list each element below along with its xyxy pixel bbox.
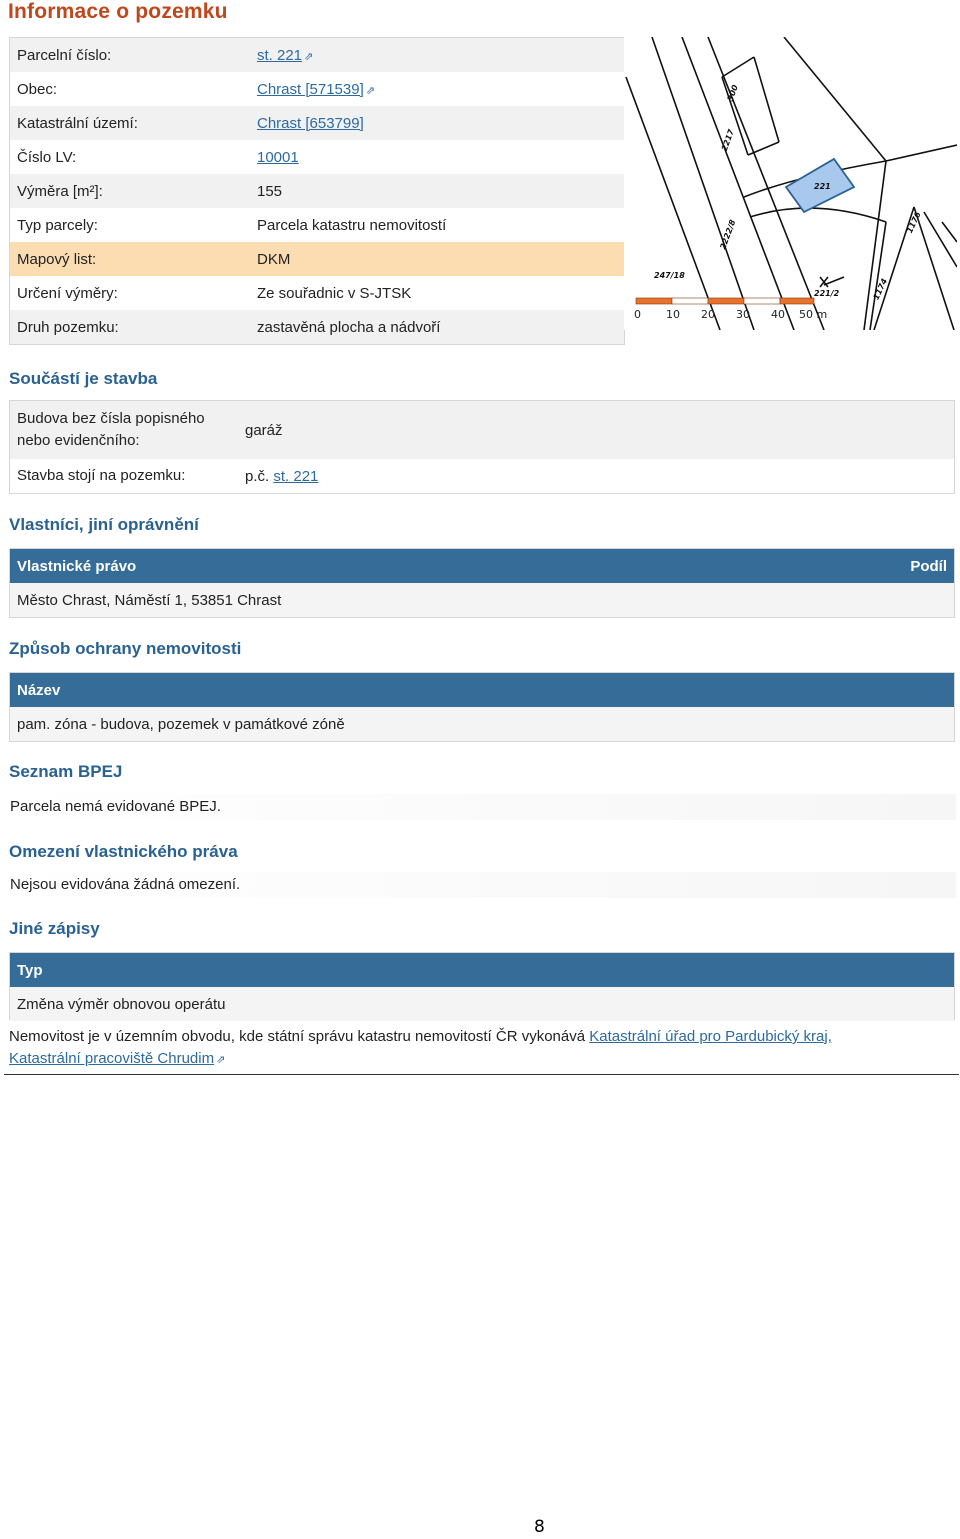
external-link-icon[interactable]: ⇗ xyxy=(304,50,314,63)
column-header-type: Typ xyxy=(17,961,43,979)
office-note xyxy=(9,1026,949,1071)
branch-office-link[interactable]: Katastrální pracoviště Chrudim xyxy=(9,1050,215,1067)
table-row: pam. zóna - budova, pozemek v památkové zóně xyxy=(10,707,954,741)
protection-table-header xyxy=(10,673,954,707)
scale-tick: 20 xyxy=(701,308,715,321)
building-type-value: garáž xyxy=(245,421,283,439)
parcel-row-map-sheet xyxy=(10,242,624,276)
external-link-icon[interactable]: ⇗ xyxy=(216,1054,226,1066)
parcel-label: Typ parcely: xyxy=(17,216,98,234)
parcel-row-type xyxy=(10,208,624,242)
parcel-label: Určení výměry: xyxy=(17,284,118,302)
page-number: 8 xyxy=(534,1517,545,1537)
parcel-label: Číslo LV: xyxy=(17,148,77,166)
parcel-row-cadastral-area xyxy=(10,106,624,140)
office-note-text: Nemovitost je v územním obvodu, kde státní správu katastru nemovitostí ČR vykonává xyxy=(9,1028,590,1045)
section-title-bpej: Seznam BPEJ xyxy=(9,762,123,781)
map-label-1174: 1174 xyxy=(871,277,890,302)
restrictions-text: Nejsou evidována žádná omezení. xyxy=(9,872,956,898)
cadastral-area-link[interactable]: Chrast [653799] xyxy=(257,114,364,132)
parcel-value: 155 xyxy=(257,182,283,200)
section-title-other: Jiné zápisy xyxy=(9,919,100,938)
building-parcel-link[interactable]: st. 221 xyxy=(273,467,319,485)
building-table xyxy=(9,400,955,494)
building-location-label: Stavba stojí na pozemku: xyxy=(17,467,186,484)
parcel-prefix: p.č. xyxy=(245,467,270,485)
parcel-label: Parcelní číslo: xyxy=(17,46,112,64)
map-scale-bar xyxy=(636,298,814,304)
section-title-building: Součástí je stavba xyxy=(9,369,158,388)
building-label-line: nebo evidenčního: xyxy=(17,432,140,449)
building-row-location xyxy=(10,459,954,493)
section-title-restrictions: Omezení vlastnického práva xyxy=(9,842,238,861)
page-title: Informace o pozemku xyxy=(8,0,228,23)
parcel-value: Ze souřadnic v S-JTSK xyxy=(257,284,412,302)
cadastral-map[interactable] xyxy=(624,37,957,330)
column-header-ownership: Vlastnické právo xyxy=(17,557,137,575)
parcel-row-municipality xyxy=(10,72,624,106)
parcel-info-table xyxy=(9,37,625,345)
municipality-link[interactable]: Chrast [571539] xyxy=(257,80,364,98)
map-label-2217: 2217 xyxy=(719,128,736,153)
other-table-header xyxy=(10,953,954,987)
building-row-type xyxy=(10,401,954,459)
external-link-icon[interactable]: ⇗ xyxy=(365,84,375,97)
parcel-label: Druh pozemku: xyxy=(17,318,119,336)
protection-table xyxy=(9,672,955,742)
column-header-share: Podíl xyxy=(910,557,947,575)
parcel-value: DKM xyxy=(257,250,291,268)
map-label-221: 221 xyxy=(814,182,831,191)
map-label-221-2: 221/2 xyxy=(814,289,840,298)
scale-tick: 40 xyxy=(771,308,785,321)
parcel-label: Mapový list: xyxy=(17,250,97,268)
section-title-owners: Vlastníci, jiní oprávnění xyxy=(9,515,199,534)
map-label-247: 247/18 xyxy=(654,271,685,280)
column-header-name: Název xyxy=(17,681,61,699)
parcel-row-number xyxy=(10,38,624,72)
other-table xyxy=(9,952,955,1020)
lv-number-link[interactable]: 10001 xyxy=(257,148,299,166)
section-title-protection: Způsob ochrany nemovitosti xyxy=(9,639,242,658)
parcel-row-area-method xyxy=(10,276,624,310)
scale-tick: 30 xyxy=(736,308,750,321)
map-label-300: 300 xyxy=(725,83,740,103)
parcel-row-area xyxy=(10,174,624,208)
parcel-row-lv xyxy=(10,140,624,174)
scale-tick: 0 xyxy=(634,308,641,321)
scale-tick: 10 xyxy=(666,308,680,321)
bpej-text: Parcela nemá evidované BPEJ. xyxy=(9,794,956,820)
regional-office-link[interactable]: Katastrální úřad pro Pardubický kraj, xyxy=(589,1028,832,1045)
parcel-label: Obec: xyxy=(17,80,58,98)
parcel-number-link[interactable]: st. 221 xyxy=(257,46,303,64)
parcel-label: Katastrální území: xyxy=(17,114,138,132)
parcel-row-land-type xyxy=(10,310,624,344)
owners-table xyxy=(9,548,955,618)
parcel-label: Výměra [m²]: xyxy=(17,182,103,200)
table-row: Změna výměr obnovou operátu xyxy=(10,987,954,1021)
scale-tick: 50 m xyxy=(799,308,828,321)
building-label-line: Budova bez čísla popisného xyxy=(17,410,205,427)
parcel-value: zastavěná plocha a nádvoří xyxy=(257,318,441,336)
divider xyxy=(4,1074,959,1075)
table-row: Město Chrast, Náměstí 1, 53851 Chrast xyxy=(10,583,954,617)
owners-table-header xyxy=(10,549,954,583)
map-label-1176: 1176 xyxy=(905,210,923,235)
parcel-value: Parcela katastru nemovitostí xyxy=(257,216,447,234)
map-label-2222: 2222/8 xyxy=(718,218,738,251)
